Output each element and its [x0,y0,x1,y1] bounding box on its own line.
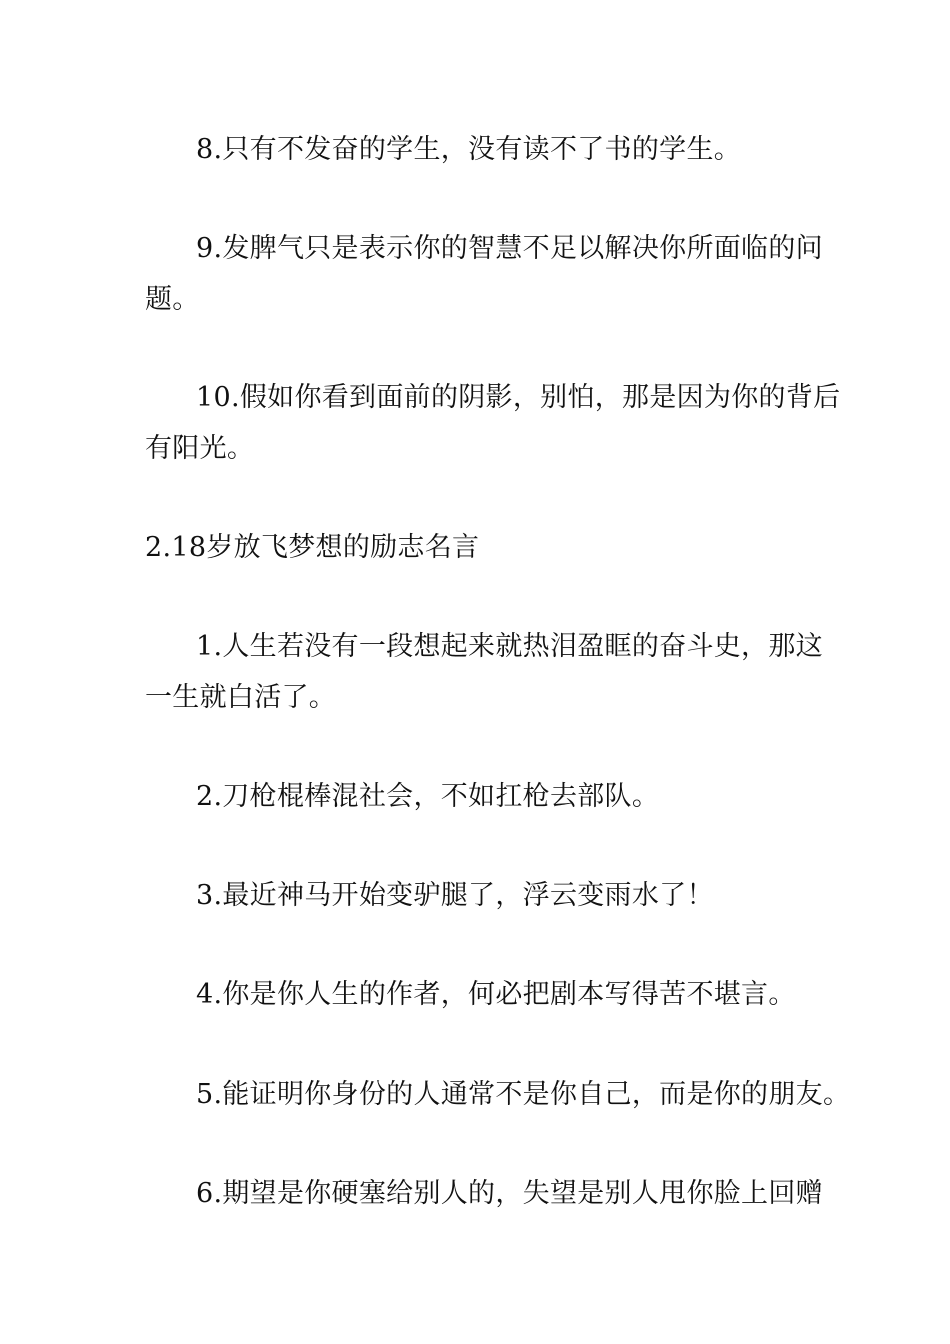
quote-1-line-1: 1.人生若没有一段想起来就热泪盈眶的奋斗史，那这 [196,631,823,662]
quote-10-line-1: 10.假如你看到面前的阴影，别怕，那是因为你的背后 [196,382,841,413]
quote-9-line-1: 9.发脾气只是表示你的智慧不足以解决你所面临的问 [196,233,823,264]
quote-10-line-2: 有阳光。 [145,433,255,464]
quote-4: 4.你是你人生的作者，何必把剧本写得苦不堪言。 [196,979,796,1010]
quote-6-line-1: 6.期望是你硬塞给别人的，失望是别人甩你脸上回赠 [196,1178,823,1209]
quote-2: 2.刀枪棍棒混社会，不如扛枪去部队。 [196,781,660,812]
quote-5: 5.能证明你身份的人通常不是你自己，而是你的朋友。 [196,1079,851,1110]
quote-3: 3.最近神马开始变驴腿了，浮云变雨水了！ [196,880,714,911]
section-heading: 2.18岁放飞梦想的励志名言 [145,532,480,563]
quote-9-line-2: 题。 [145,284,200,315]
quote-8: 8.只有不发奋的学生，没有读不了书的学生。 [196,134,742,165]
quote-1-line-2: 一生就白活了。 [145,682,337,713]
